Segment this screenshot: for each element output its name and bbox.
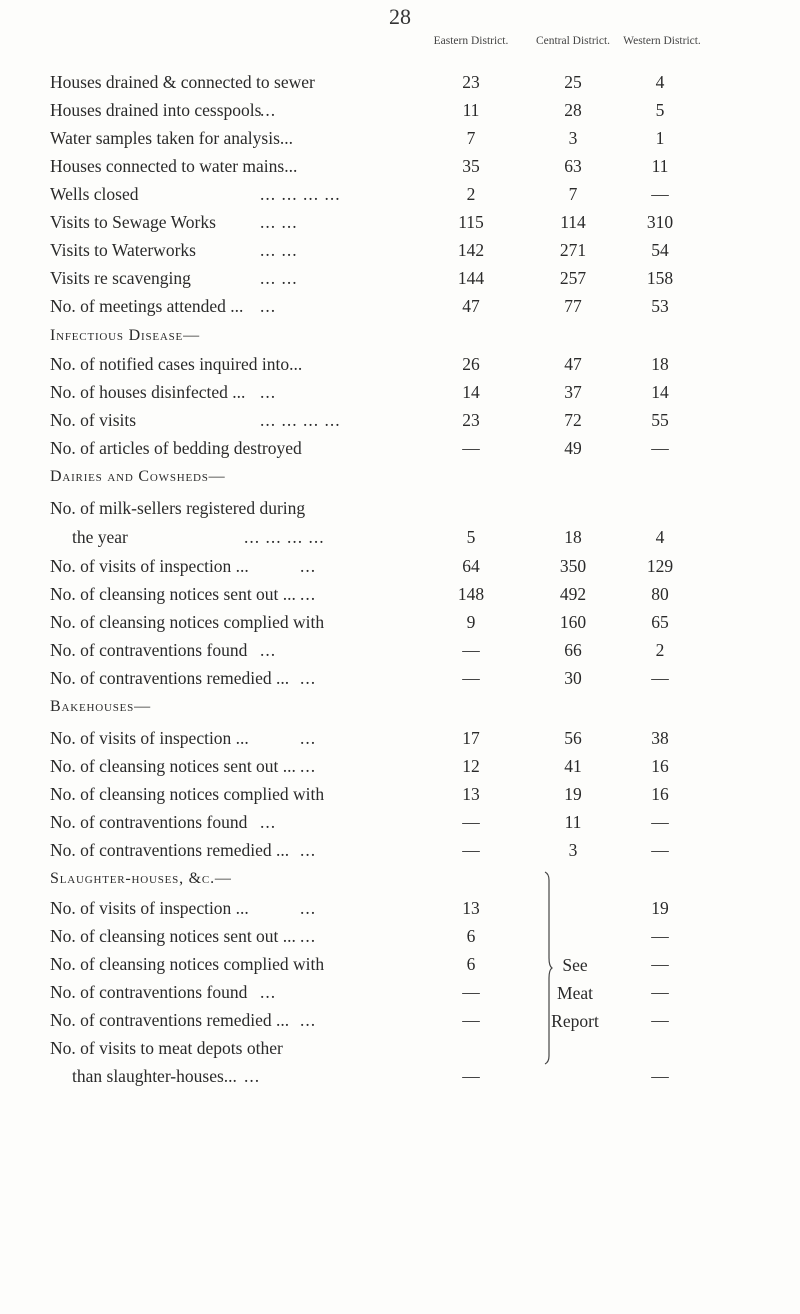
- row-leader-dots: ... ...: [260, 268, 298, 288]
- central-value: 56: [564, 728, 582, 748]
- western-value: —: [651, 1066, 669, 1086]
- row-label: No. of visits of inspection ...: [50, 556, 249, 576]
- western-value: 4: [655, 72, 665, 92]
- row-label: No. of cleansing notices sent out ...: [50, 926, 296, 946]
- western-value: 80: [651, 584, 669, 604]
- eastern-value: 9: [466, 612, 476, 632]
- row-label: Visits to Waterworks: [50, 240, 196, 260]
- row-label: No. of visits of inspection ...: [50, 728, 249, 748]
- eastern-value: 7: [466, 128, 476, 148]
- table-row: [0, 898, 800, 924]
- eastern-value: —: [462, 812, 480, 832]
- row-leader-dots: ...: [260, 812, 277, 832]
- central-value: 41: [564, 756, 582, 776]
- row-leader-dots: ...: [300, 926, 317, 946]
- row-leader-dots: ...: [244, 1066, 261, 1086]
- eastern-value: —: [462, 1010, 480, 1030]
- central-value: 30: [564, 668, 582, 688]
- eastern-value: 148: [457, 584, 485, 604]
- eastern-value: 5: [466, 527, 476, 547]
- table-row: [0, 812, 800, 838]
- western-value: 16: [651, 756, 669, 776]
- col-header-western: Western District.: [623, 35, 701, 47]
- eastern-value: 26: [462, 354, 480, 374]
- western-value: 5: [655, 100, 665, 120]
- western-value: 2: [655, 640, 665, 660]
- eastern-value: —: [462, 840, 480, 860]
- see-meat-report-note: Meat: [557, 983, 593, 1003]
- table-row: [0, 72, 800, 98]
- western-value: 129: [646, 556, 674, 576]
- row-label: No. of contraventions found: [50, 812, 248, 832]
- table-row: [0, 354, 800, 380]
- central-value: 49: [564, 438, 582, 458]
- row-leader-dots: ... ... ... ...: [260, 410, 341, 430]
- central-value: 19: [564, 784, 582, 804]
- table-row: [0, 556, 800, 582]
- central-value: 350: [559, 556, 587, 576]
- eastern-value: —: [462, 1066, 480, 1086]
- table-row: [0, 240, 800, 266]
- eastern-value: —: [462, 640, 480, 660]
- eastern-value: 2: [466, 184, 476, 204]
- table-row: [0, 982, 800, 1008]
- western-value: —: [651, 982, 669, 1002]
- eastern-value: 35: [462, 156, 480, 176]
- table-row: [0, 1038, 800, 1064]
- row-label: No. of visits of inspection ...: [50, 898, 249, 918]
- table-row: [0, 728, 800, 754]
- row-leader-dots: ... ... ... ...: [244, 527, 325, 547]
- western-value: —: [651, 840, 669, 860]
- eastern-value: 13: [462, 898, 480, 918]
- row-leader-dots: ...: [300, 840, 317, 860]
- row-label: No. of cleansing notices complied with: [50, 784, 325, 804]
- central-value: 160: [559, 612, 587, 632]
- central-value: 47: [564, 354, 582, 374]
- see-meat-report-note: See: [562, 955, 588, 975]
- row-label: No. of contraventions remedied ...: [50, 840, 290, 860]
- western-value: 19: [651, 898, 669, 918]
- western-value: 158: [646, 268, 674, 288]
- central-value: 11: [564, 812, 582, 832]
- central-value: 3: [568, 128, 578, 148]
- western-value: 14: [651, 382, 669, 402]
- table-row: [0, 212, 800, 238]
- western-value: —: [651, 668, 669, 688]
- western-value: 4: [655, 527, 665, 547]
- row-leader-dots: ...: [300, 668, 317, 688]
- table-row: [0, 840, 800, 866]
- row-label: No. of cleansing notices complied with: [50, 954, 325, 974]
- central-value: 3: [568, 840, 578, 860]
- row-label: No. of cleansing notices sent out ...: [50, 756, 296, 776]
- table-row: [0, 640, 800, 666]
- row-label: No. of meetings attended ...: [50, 296, 244, 316]
- table-row: [0, 156, 800, 182]
- table-row: [0, 100, 800, 126]
- row-label: No. of articles of bedding destroyed: [50, 438, 302, 458]
- row-leader-dots: ...: [260, 100, 277, 120]
- row-leader-dots: ...: [260, 296, 277, 316]
- eastern-value: 23: [462, 410, 480, 430]
- row-label: Wells closed: [50, 184, 139, 204]
- row-label: than slaughter-houses...: [72, 1066, 237, 1086]
- table-row: [0, 1066, 800, 1092]
- central-value: 7: [568, 184, 578, 204]
- western-value: 54: [651, 240, 669, 260]
- row-label: Houses drained into cesspools: [50, 100, 262, 120]
- table-row: [0, 584, 800, 610]
- central-value: 72: [564, 410, 582, 430]
- page-number: 28: [389, 4, 411, 29]
- row-label: No. of contraventions found: [50, 982, 248, 1002]
- table-row: [0, 498, 800, 524]
- row-leader-dots: ...: [300, 728, 317, 748]
- row-leader-dots: ...: [260, 640, 277, 660]
- eastern-value: 17: [462, 728, 480, 748]
- eastern-value: 6: [466, 926, 476, 946]
- central-value: 37: [564, 382, 582, 402]
- western-value: 65: [651, 612, 669, 632]
- table-row: [0, 438, 800, 464]
- central-value: 25: [564, 72, 582, 92]
- row-leader-dots: ...: [300, 556, 317, 576]
- eastern-value: 142: [457, 240, 485, 260]
- table-row: [0, 128, 800, 154]
- row-label: No. of contraventions found: [50, 640, 248, 660]
- western-value: —: [651, 926, 669, 946]
- row-leader-dots: ...: [260, 382, 277, 402]
- central-value: 257: [559, 268, 587, 288]
- central-value: 114: [560, 212, 586, 232]
- table-row: [0, 668, 800, 694]
- table-row: [0, 184, 800, 210]
- row-leader-dots: ... ...: [260, 240, 298, 260]
- table-row: [0, 926, 800, 952]
- eastern-value: 23: [462, 72, 480, 92]
- table-row: [0, 1010, 800, 1036]
- eastern-value: 6: [466, 954, 476, 974]
- central-value: 492: [559, 584, 587, 604]
- central-value: 271: [559, 240, 587, 260]
- row-label: Houses connected to water mains...: [50, 156, 298, 176]
- table-row: [0, 756, 800, 782]
- eastern-value: 14: [462, 382, 480, 402]
- western-value: 53: [651, 296, 669, 316]
- central-value: 66: [564, 640, 582, 660]
- col-header-eastern: Eastern District.: [433, 35, 509, 47]
- row-label: No. of notified cases inquired into...: [50, 354, 303, 374]
- table-row: [0, 296, 800, 322]
- eastern-value: 115: [458, 212, 484, 232]
- western-value: —: [651, 954, 669, 974]
- row-label: Houses drained & connected to sewer: [50, 72, 315, 92]
- row-leader-dots: ... ...: [260, 212, 298, 232]
- row-label: No. of visits to meat depots other: [50, 1038, 283, 1058]
- row-label: No. of cleansing notices complied with: [50, 612, 325, 632]
- table-row: [0, 527, 800, 553]
- row-leader-dots: ...: [300, 898, 317, 918]
- western-value: 11: [651, 156, 669, 176]
- eastern-value: 144: [457, 268, 485, 288]
- row-leader-dots: ...: [300, 756, 317, 776]
- table-row: [0, 268, 800, 294]
- section-heading: Bakehouses—: [50, 698, 151, 715]
- table-row: [0, 784, 800, 810]
- western-value: 18: [651, 354, 669, 374]
- central-value: 77: [564, 296, 582, 316]
- row-label: No. of milk-sellers registered during: [50, 498, 306, 518]
- table-row: [0, 612, 800, 638]
- see-meat-report-note: Report: [551, 1011, 599, 1031]
- col-header-central: Central District.: [535, 35, 611, 47]
- eastern-value: 12: [462, 756, 480, 776]
- eastern-value: —: [462, 668, 480, 688]
- row-leader-dots: ...: [300, 1010, 317, 1030]
- table-row: [0, 382, 800, 408]
- section-heading: Slaughter-houses, &c.—: [50, 870, 232, 887]
- row-label: No. of contraventions remedied ...: [50, 1010, 290, 1030]
- central-value: 28: [564, 100, 582, 120]
- western-value: —: [651, 812, 669, 832]
- western-value: 55: [651, 410, 669, 430]
- brace-line: [543, 870, 553, 1066]
- central-value: 18: [564, 527, 582, 547]
- row-label: No. of contraventions remedied ...: [50, 668, 290, 688]
- row-label: the year: [72, 527, 128, 547]
- western-value: 1: [655, 128, 665, 148]
- section-heading: Infectious Disease—: [50, 327, 200, 344]
- row-leader-dots: ...: [300, 584, 317, 604]
- eastern-value: 11: [462, 100, 480, 120]
- row-leader-dots: ...: [260, 982, 277, 1002]
- section-heading: Dairies and Cowsheds—: [50, 468, 226, 485]
- eastern-value: —: [462, 438, 480, 458]
- table-row: [0, 410, 800, 436]
- western-value: —: [651, 438, 669, 458]
- table-row: [0, 954, 800, 980]
- row-label: Visits re scavenging: [50, 268, 191, 288]
- eastern-value: —: [462, 982, 480, 1002]
- central-value: 63: [564, 156, 582, 176]
- western-value: 16: [651, 784, 669, 804]
- western-value: 310: [646, 212, 674, 232]
- row-label: No. of cleansing notices sent out ...: [50, 584, 296, 604]
- row-leader-dots: ... ... ... ...: [260, 184, 341, 204]
- western-value: 38: [651, 728, 669, 748]
- row-label: No. of visits: [50, 410, 137, 430]
- row-label: Water samples taken for analysis...: [50, 128, 294, 148]
- western-value: —: [651, 184, 669, 204]
- western-value: —: [651, 1010, 669, 1030]
- column-headers: [0, 35, 800, 65]
- row-label: No. of houses disinfected ...: [50, 382, 246, 402]
- eastern-value: 47: [462, 296, 480, 316]
- eastern-value: 64: [462, 556, 480, 576]
- eastern-value: 13: [462, 784, 480, 804]
- row-label: Visits to Sewage Works: [50, 212, 216, 232]
